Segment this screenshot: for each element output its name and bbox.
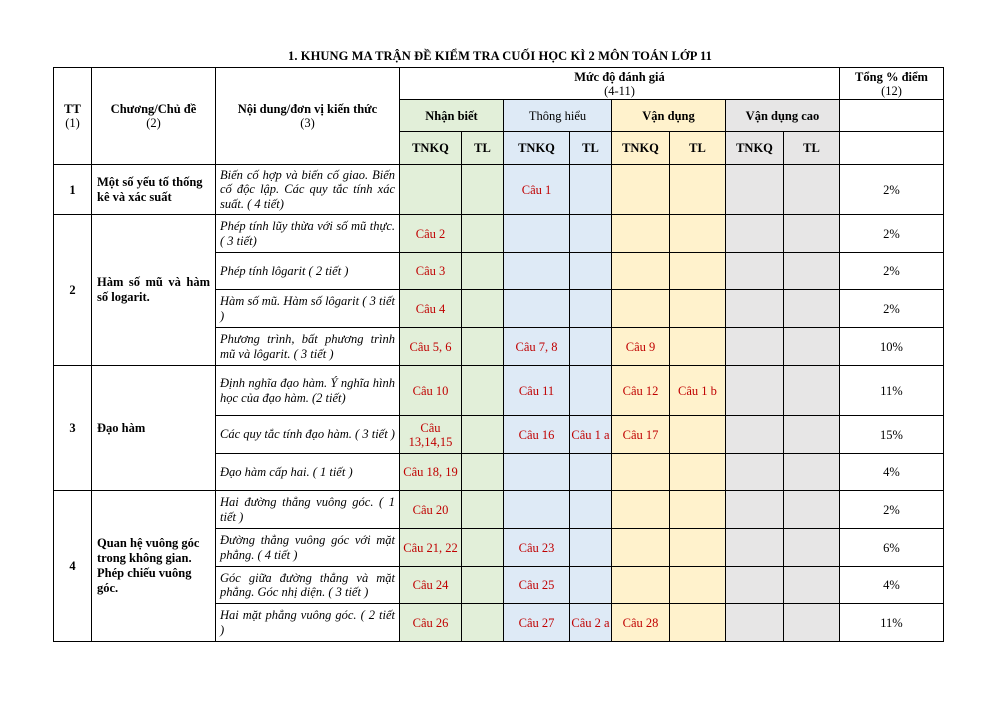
percent-cell: 4% — [840, 567, 944, 604]
header-total-num: (12) — [881, 83, 902, 98]
matrix-cell — [612, 290, 670, 328]
matrix-cell — [462, 567, 504, 604]
table-row — [54, 215, 944, 253]
matrix-cell — [784, 529, 840, 567]
matrix-cell: Câu 13,14,15 — [400, 416, 462, 454]
header-van-dung: Vận dụng — [612, 100, 726, 132]
header-level-num: (4-11) — [604, 83, 635, 98]
sub-header: TL — [670, 132, 726, 165]
matrix-cell — [612, 253, 670, 290]
matrix-cell — [670, 215, 726, 253]
matrix-cell — [504, 215, 570, 253]
document-title: 1. KHUNG MA TRẬN ĐỀ KIỂM TRA CUỐI HỌC KÌ 2 MÔN TOÁN LỚP 11 — [287, 49, 713, 63]
matrix-cell: Câu 16 — [504, 416, 570, 454]
chapter-name: Một số yếu tố thống kê và xác suất — [92, 165, 216, 215]
table-row — [54, 165, 944, 215]
matrix-cell — [570, 454, 612, 491]
matrix-cell: Câu 3 — [400, 253, 462, 290]
header-level-label: Mức độ đánh giá — [574, 69, 665, 84]
chapter-tt: 3 — [54, 366, 92, 491]
matrix-cell — [612, 567, 670, 604]
header-tt-num: (1) — [65, 116, 80, 130]
matrix-cell — [400, 165, 462, 215]
percent-cell: 2% — [840, 290, 944, 328]
matrix-cell — [784, 328, 840, 366]
content-cell: Góc giữa đường thẳng và mặt phẳng. Góc nhị diện. ( 3 tiết ) — [216, 567, 400, 604]
matrix-cell: Câu 20 — [400, 491, 462, 529]
header-van-dung-cao: Vận dụng cao — [726, 100, 840, 132]
matrix-cell: Câu 26 — [400, 604, 462, 642]
chapter-tt: 2 — [54, 215, 92, 366]
matrix-cell — [670, 567, 726, 604]
matrix-cell — [726, 290, 784, 328]
matrix-cell — [726, 253, 784, 290]
matrix-cell — [726, 416, 784, 454]
matrix-cell — [784, 454, 840, 491]
header-thong-hieu: Thông hiểu — [504, 100, 612, 132]
chapter-name: Quan hệ vuông góc trong không gian. Phép chiếu vuông góc. — [92, 491, 216, 642]
matrix-cell: Câu 25 — [504, 567, 570, 604]
matrix-cell — [784, 215, 840, 253]
matrix-cell — [784, 290, 840, 328]
header-tt-label: TT — [64, 102, 81, 116]
matrix-cell — [784, 416, 840, 454]
header-total-empty — [840, 100, 944, 132]
matrix-cell — [462, 328, 504, 366]
matrix-cell: Câu 1 — [504, 165, 570, 215]
matrix-cell — [570, 215, 612, 253]
matrix-cell — [784, 253, 840, 290]
percent-cell: 15% — [840, 416, 944, 454]
matrix-cell: Câu 18, 19 — [400, 454, 462, 491]
chapter-name: Đạo hàm — [92, 366, 216, 491]
matrix-cell: Câu 9 — [612, 328, 670, 366]
matrix-cell — [504, 491, 570, 529]
matrix-cell: Câu 24 — [400, 567, 462, 604]
percent-cell: 2% — [840, 165, 944, 215]
matrix-cell — [612, 215, 670, 253]
matrix-cell: Câu 12 — [612, 366, 670, 416]
matrix-cell — [784, 567, 840, 604]
matrix-cell — [504, 290, 570, 328]
percent-cell: 11% — [840, 604, 944, 642]
content-cell: Hàm số mũ. Hàm số lôgarit ( 3 tiết ) — [216, 290, 400, 328]
matrix-cell — [462, 454, 504, 491]
matrix-cell — [612, 491, 670, 529]
header-chapter — [92, 68, 216, 165]
content-cell: Hai đường thẳng vuông góc. ( 1 tiết ) — [216, 491, 400, 529]
matrix-cell — [726, 366, 784, 416]
matrix-cell — [726, 529, 784, 567]
matrix-cell — [670, 328, 726, 366]
matrix-cell — [670, 290, 726, 328]
matrix-cell: Câu 11 — [504, 366, 570, 416]
content-cell: Các quy tắc tính đạo hàm. ( 3 tiết ) — [216, 416, 400, 454]
matrix-cell — [670, 529, 726, 567]
matrix-cell — [570, 290, 612, 328]
table-row — [54, 366, 944, 416]
content-cell: Phép tính lôgarit ( 2 tiết ) — [216, 253, 400, 290]
sub-header: TNKQ — [504, 132, 570, 165]
matrix-cell — [462, 215, 504, 253]
matrix-cell: Câu 4 — [400, 290, 462, 328]
matrix-cell — [462, 604, 504, 642]
content-cell: Đường thẳng vuông góc với mặt phẳng. ( 4 tiết ) — [216, 529, 400, 567]
chapter-name: Hàm số mũ và hàm số logarit. — [92, 215, 216, 366]
matrix-cell — [784, 491, 840, 529]
matrix-cell — [670, 491, 726, 529]
matrix-cell — [570, 253, 612, 290]
matrix-cell — [462, 253, 504, 290]
matrix-cell: Câu 7, 8 — [504, 328, 570, 366]
matrix-cell: Câu 28 — [612, 604, 670, 642]
percent-cell: 2% — [840, 215, 944, 253]
matrix-cell: Câu 21, 22 — [400, 529, 462, 567]
matrix-cell — [784, 604, 840, 642]
matrix-cell — [670, 165, 726, 215]
assessment-matrix-table — [53, 67, 944, 642]
matrix-cell — [726, 165, 784, 215]
matrix-cell — [570, 328, 612, 366]
matrix-cell: Câu 2 a — [570, 604, 612, 642]
matrix-cell: Câu 1 a — [570, 416, 612, 454]
matrix-cell — [726, 454, 784, 491]
header-content-num: (3) — [300, 116, 315, 130]
content-cell: Phép tính lũy thừa với số mũ thực. ( 3 tiết) — [216, 215, 400, 253]
matrix-cell — [726, 567, 784, 604]
matrix-cell — [462, 491, 504, 529]
sub-header: TL — [462, 132, 504, 165]
content-cell: Định nghĩa đạo hàm. Ý nghĩa hình học của đạo hàm. (2 tiết) — [216, 366, 400, 416]
matrix-cell — [462, 416, 504, 454]
chapter-tt: 4 — [54, 491, 92, 642]
sub-header: TNKQ — [726, 132, 784, 165]
sub-header: TNKQ — [400, 132, 462, 165]
chapter-tt: 1 — [54, 165, 92, 215]
matrix-cell — [504, 454, 570, 491]
matrix-cell — [670, 253, 726, 290]
matrix-cell — [570, 491, 612, 529]
sub-header: TL — [570, 132, 612, 165]
matrix-cell — [612, 165, 670, 215]
matrix-cell — [570, 529, 612, 567]
content-cell: Phương trình, bất phương trình mũ và lôgarit. ( 3 tiết ) — [216, 328, 400, 366]
matrix-cell — [462, 529, 504, 567]
matrix-cell — [570, 165, 612, 215]
matrix-cell: Câu 27 — [504, 604, 570, 642]
content-cell: Đạo hàm cấp hai. ( 1 tiết ) — [216, 454, 400, 491]
matrix-cell — [462, 366, 504, 416]
matrix-cell — [784, 165, 840, 215]
header-total-label: Tổng % điểm — [855, 69, 928, 84]
sub-header-empty — [840, 132, 944, 165]
percent-cell: 2% — [840, 491, 944, 529]
matrix-cell — [462, 165, 504, 215]
table-row — [54, 491, 944, 529]
percent-cell: 4% — [840, 454, 944, 491]
matrix-cell — [612, 529, 670, 567]
matrix-cell: Câu 2 — [400, 215, 462, 253]
sub-header: TNKQ — [612, 132, 670, 165]
header-chapter-num: (2) — [146, 116, 161, 130]
matrix-cell — [726, 604, 784, 642]
matrix-cell — [784, 366, 840, 416]
matrix-cell — [670, 604, 726, 642]
header-nhan-biet: Nhận biết — [400, 100, 504, 132]
header-tt — [54, 68, 92, 165]
matrix-cell — [726, 328, 784, 366]
matrix-cell — [670, 454, 726, 491]
header-content-label: Nội dung/đơn vị kiến thức — [237, 102, 378, 116]
header-level — [400, 68, 840, 100]
matrix-cell — [504, 253, 570, 290]
header-total — [840, 68, 944, 100]
percent-cell: 6% — [840, 529, 944, 567]
header-content — [216, 68, 400, 165]
matrix-cell — [726, 215, 784, 253]
matrix-cell: Câu 23 — [504, 529, 570, 567]
matrix-cell — [726, 491, 784, 529]
matrix-cell — [570, 366, 612, 416]
content-cell: Biến cố hợp và biến cố giao. Biến cố độc lập. Các quy tắc tính xác suất. ( 4 tiết) — [216, 165, 400, 215]
matrix-cell — [670, 416, 726, 454]
matrix-cell: Câu 10 — [400, 366, 462, 416]
content-cell: Hai mặt phẳng vuông góc. ( 2 tiết ) — [216, 604, 400, 642]
matrix-cell: Câu 1 b — [670, 366, 726, 416]
matrix-cell — [612, 454, 670, 491]
percent-cell: 10% — [840, 328, 944, 366]
matrix-cell: Câu 17 — [612, 416, 670, 454]
matrix-cell — [462, 290, 504, 328]
matrix-cell — [570, 567, 612, 604]
percent-cell: 11% — [840, 366, 944, 416]
matrix-cell: Câu 5, 6 — [400, 328, 462, 366]
percent-cell: 2% — [840, 253, 944, 290]
header-chapter-label: Chương/Chủ đề — [110, 102, 197, 116]
sub-header: TL — [784, 132, 840, 165]
